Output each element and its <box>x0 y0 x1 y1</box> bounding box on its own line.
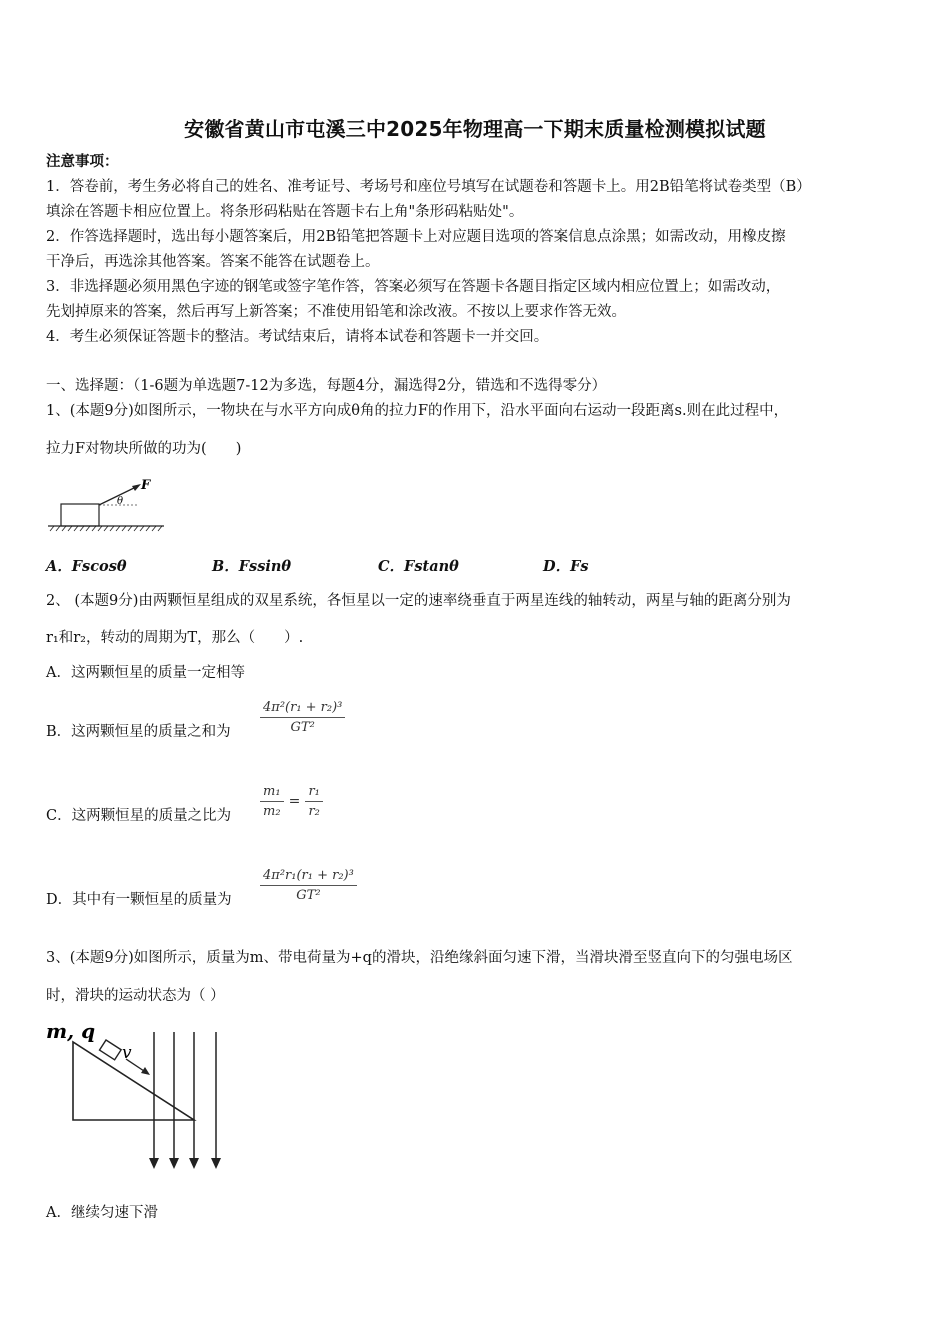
notice-line-5: 3．非选择题必须用黑色字迹的钢笔或签字笔作答，答案必须写在答题卡各题目指定区域内相应位置上；如需改动， <box>46 279 781 295</box>
block <box>61 504 99 526</box>
notice-heading: 注意事项： <box>46 153 119 170</box>
q1-option-d[interactable]: D．Fs <box>543 558 589 575</box>
q2-b-numerator: 4π²(r₁ + r₂)³ <box>260 700 345 718</box>
q2-c-numerator-left: m₁ <box>260 784 284 802</box>
arrow-head <box>132 484 141 491</box>
q1-figure <box>46 474 171 536</box>
field-lines <box>154 1032 216 1164</box>
notice-line-4: 干净后，再选涂其他答案。答案不能答在试题卷上。 <box>46 254 380 270</box>
force-label: F <box>141 478 151 493</box>
q2-stem-line-1: 2、 (本题9分)由两颗恒星组成的双星系统，各恒星以一定的速率绕垂直于两星连线的轴转动，两星与轴的距离分别为 <box>46 593 791 609</box>
notice-line-7: 4．考生必须保证答题卡的整洁。考试结束后，请将本试卷和答题卡一并交回。 <box>46 329 549 345</box>
q1-stem-line-1: 1、(本题9分)如图所示，一物块在与水平方向成θ角的拉力F的作用下，沿水平面向右运动一段距离s.则在此过程中， <box>46 403 789 419</box>
q1-option-b[interactable]: B．Fssinθ <box>212 558 292 575</box>
q2-b-formula <box>260 700 345 735</box>
field-arrowheads <box>149 1158 221 1169</box>
page-title: 安徽省黄山市屯溪三中2025年物理高一下期末质量检测模拟试题 <box>184 117 766 141</box>
q2-d-numerator: 4π²r₁(r₁ + r₂)³ <box>260 868 357 886</box>
notice-line-6: 先划掉原来的答案，然后再写上新答案；不准使用铅笔和涂改液。不按以上要求作答无效。 <box>46 304 626 320</box>
q2-d-denominator: GT² <box>296 888 321 903</box>
q2-b-denominator: GT² <box>290 720 315 735</box>
q2-d-formula <box>260 868 357 903</box>
q3-figure <box>44 1016 234 1176</box>
q2-c-fraction-left <box>260 784 284 819</box>
q2-stem-line-2: r₁和r₂，转动的周期为T，那么（ ）. <box>46 630 304 646</box>
q2-option-c[interactable]: C．这两颗恒星的质量之比为 <box>46 808 232 824</box>
ground-hatch <box>50 526 162 531</box>
q3-stem-line-1: 3、(本题9分)如图所示，质量为m、带电荷量为+q的滑块，沿绝缘斜面匀速下滑，当滑块滑至竖直向下的匀强电场区 <box>46 950 793 966</box>
q2-c-equals: = <box>288 793 301 810</box>
q2-option-b[interactable]: B．这两颗恒星的质量之和为 <box>46 724 231 740</box>
q2-option-d[interactable]: D．其中有一颗恒星的质量为 <box>46 892 232 908</box>
section-heading: 一、选择题：（1-6题为单选题7-12为多选，每题4分，漏选得2分，错选和不选得零分） <box>46 378 607 394</box>
q2-c-fraction-right <box>305 784 322 819</box>
q2-option-a[interactable]: A．这两颗恒星的质量一定相等 <box>46 665 245 681</box>
q2-c-formula <box>260 784 323 819</box>
q2-c-denominator-right: r₂ <box>308 804 320 819</box>
notice-line-1: 1．答卷前，考生务必将自己的姓名、准考证号、考场号和座位号填写在试题卷和答题卡上。用2B铅笔将试卷类型（B） <box>46 179 811 195</box>
q3-option-a[interactable]: A．继续匀速下滑 <box>46 1205 158 1221</box>
notice-line-3: 2．作答选择题时，选出每小题答案后，用2B铅笔把答题卡上对应题目选项的答案信息点涂黑；如需改动，用橡皮擦 <box>46 229 786 245</box>
q1-option-c[interactable]: C．Fstanθ <box>378 558 459 575</box>
mass-charge-label: m, q <box>46 1019 96 1043</box>
velocity-label: v <box>122 1043 132 1063</box>
q2-c-numerator-right: r₁ <box>305 784 322 802</box>
q3-stem-line-2: 时，滑块的运动状态为（ ） <box>46 988 225 1004</box>
q1-option-a[interactable]: A．Fscosθ <box>46 558 127 575</box>
q1-stem-line-2: 拉力F对物块所做的功为( ) <box>46 441 242 457</box>
angle-label: θ <box>117 496 124 507</box>
incline <box>73 1042 194 1120</box>
q2-c-denominator-left: m₂ <box>263 804 281 819</box>
notice-line-2: 填涂在答题卡相应位置上。将条形码粘贴在答题卡右上角"条形码粘贴处"。 <box>46 204 524 220</box>
slider-block <box>99 1040 121 1060</box>
velocity-arrow-head <box>141 1067 150 1075</box>
